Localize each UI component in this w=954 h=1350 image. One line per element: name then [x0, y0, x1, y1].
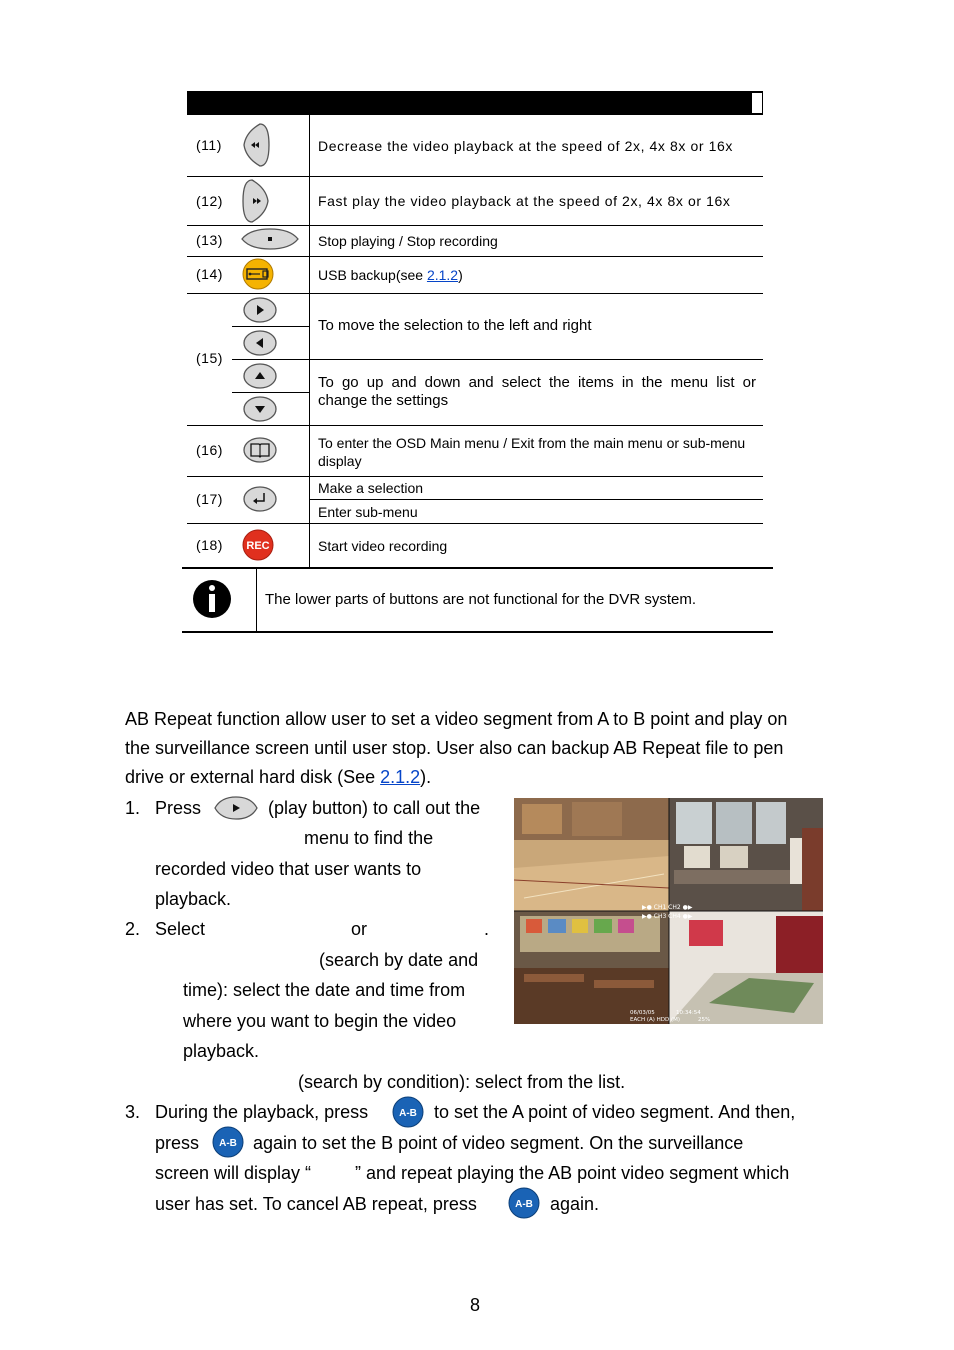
intro-line: the surveillance screen until user stop. User also can backup AB Repeat file to pen	[125, 738, 784, 758]
row-divider	[187, 293, 763, 294]
step-text: Select	[155, 919, 206, 939]
intro-text: ).	[420, 767, 432, 787]
step-text: playback.	[155, 889, 232, 909]
row-description	[318, 374, 756, 410]
usb-backup-suffix: )	[458, 267, 463, 283]
row-number: (14)	[196, 266, 223, 282]
step-text: Press	[155, 798, 202, 818]
row-description-line: change the settings	[318, 392, 449, 409]
step-text: .	[484, 919, 490, 939]
usb-backup-button-icon	[242, 258, 274, 290]
page-number: 8	[470, 1295, 481, 1315]
rec-button-label: REC	[246, 540, 270, 552]
step-text: screen will display “	[155, 1163, 312, 1183]
table-header-gap-right	[762, 91, 763, 115]
step-text: press	[155, 1133, 200, 1153]
note-text: The lower parts of buttons are not functional for the DVR system.	[265, 591, 697, 608]
row-number: (12)	[196, 193, 223, 209]
row-description: Decrease the video playback at the speed of 2x, 4x 8x or 16x	[318, 138, 734, 154]
rec-button-icon	[242, 529, 274, 561]
ab-button-label: A-B	[399, 1108, 417, 1119]
rewind-button-icon	[242, 122, 272, 168]
intro-line	[125, 762, 431, 792]
row-description: Fast play the video playback at the speed of 2x, 4x 8x or 16x	[318, 193, 731, 209]
step-text: to set the A point of video segment. And then,	[434, 1102, 796, 1122]
row-divider	[187, 176, 763, 177]
row-description: Enter sub-menu	[318, 504, 418, 520]
surveillance-image	[514, 798, 823, 1024]
info-icon	[192, 578, 232, 620]
row-number: (18)	[196, 537, 223, 553]
row-divider	[187, 256, 763, 257]
right-arrow-button-icon	[242, 296, 278, 324]
up-arrow-button-icon	[242, 362, 278, 390]
section-link[interactable]: 2.1.2	[380, 767, 421, 787]
row-description-line: display	[318, 453, 362, 469]
row-description: Stop playing / Stop recording	[318, 233, 498, 249]
step-text: or	[351, 919, 368, 939]
row-description	[318, 434, 745, 470]
surveillance-screenshot	[514, 798, 823, 1024]
step-text: where you want to begin the video	[183, 1011, 457, 1031]
row-divider	[182, 567, 773, 569]
step-text: playback.	[183, 1041, 260, 1061]
menu-book-button-icon	[242, 436, 278, 464]
row-divider	[187, 225, 763, 226]
row-description	[318, 266, 463, 284]
step-number: 3.	[125, 1102, 141, 1122]
step-text: (search by date and	[319, 950, 479, 970]
fast-forward-button-icon	[240, 178, 270, 224]
row-description: Make a selection	[318, 480, 424, 496]
row-divider	[232, 359, 763, 360]
row-number: (11)	[196, 137, 222, 153]
osd-status: EACH (A) HDD (M)	[630, 1017, 681, 1023]
down-arrow-button-icon	[242, 395, 278, 423]
row-number: (15)	[196, 350, 223, 366]
osd-percent: 25%	[698, 1017, 711, 1023]
row-divider	[232, 326, 309, 327]
ab-repeat-button-icon	[508, 1187, 540, 1219]
left-arrow-button-icon	[242, 329, 278, 357]
step-text: ” and repeat playing the AB point video segment which	[355, 1163, 790, 1183]
note-bottom-line	[182, 631, 773, 633]
step-text: time): select the date and time from	[183, 980, 466, 1000]
row-divider	[187, 425, 763, 426]
row-number: (17)	[196, 491, 223, 507]
play-button-icon	[213, 795, 259, 821]
step-text: (search by condition): select from the list.	[298, 1072, 626, 1092]
row-description-line: To enter the OSD Main menu / Exit from the main menu or sub-menu	[318, 435, 746, 451]
step-number: 1.	[125, 798, 141, 818]
section-link[interactable]: 2.1.2	[426, 267, 459, 283]
row-divider	[187, 523, 763, 524]
row-description: To move the selection to the left and right	[318, 317, 592, 334]
step-text: During the playback, press	[155, 1102, 369, 1122]
row-number: (16)	[196, 442, 223, 458]
channel-label-bottom: ▶● CH3 CH4 ●▶	[642, 913, 693, 920]
row-divider	[232, 392, 309, 393]
step-number: 2.	[125, 919, 141, 939]
ab-repeat-button-icon	[392, 1096, 424, 1128]
osd-date: 06/03/05	[630, 1010, 655, 1016]
stop-button-icon	[240, 227, 300, 251]
row-number: (13)	[196, 232, 223, 248]
intro-line: AB Repeat function allow user to set a video segment from A to B point and play on	[125, 709, 788, 729]
step-text: menu to find the	[304, 828, 434, 848]
step-text: again.	[550, 1194, 600, 1214]
row-description: Start video recording	[318, 538, 448, 554]
step-text: (play button) to call out the	[268, 798, 481, 818]
ab-button-label: A-B	[219, 1138, 237, 1149]
row-divider	[309, 499, 763, 500]
ab-button-label: A-B	[515, 1199, 533, 1210]
note-divider	[256, 569, 257, 631]
step-text: user has set. To cancel AB repeat, press	[155, 1194, 477, 1214]
table-header-bar	[187, 91, 763, 115]
intro-text: drive or external hard disk (See	[125, 767, 381, 787]
ab-repeat-button-icon	[212, 1126, 244, 1158]
step-text: again to set the B point of video segment. On the surveillance	[253, 1133, 744, 1153]
usb-backup-text: USB backup(see	[318, 267, 427, 283]
enter-button-icon	[242, 485, 278, 513]
channel-label-top: ▶● CH1 CH2 ●▶	[642, 904, 693, 911]
table-header-gap	[752, 93, 762, 113]
row-description-line: To go up and down and select the items in the menu list or	[318, 374, 756, 391]
step-text: recorded video that user wants to	[155, 859, 422, 879]
row-divider	[187, 476, 763, 477]
osd-time: 10:34:54	[676, 1010, 701, 1016]
